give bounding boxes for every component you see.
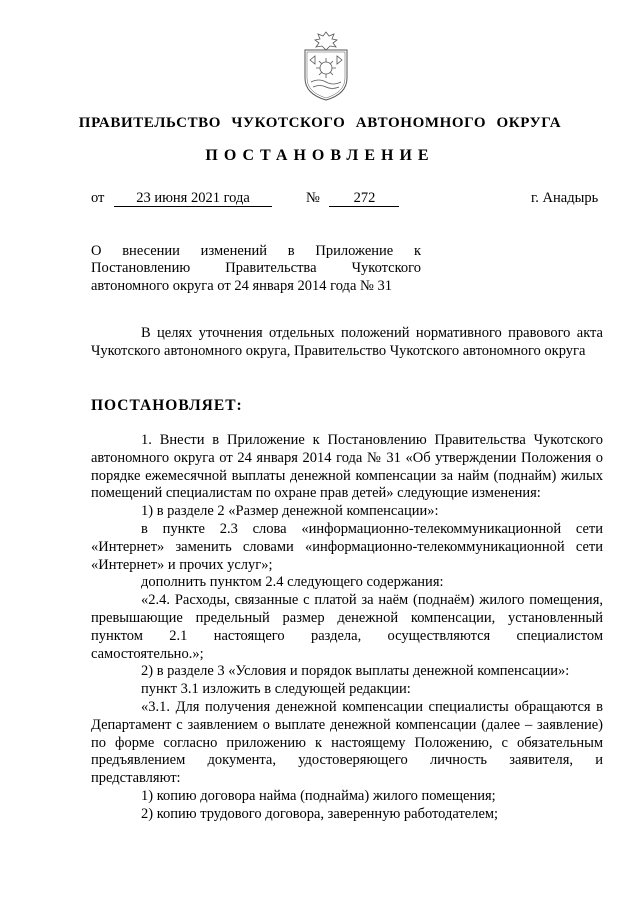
preamble-block [91,325,603,361]
paragraph: 1) в разделе 2 «Размер денежной компенсации»: [141,503,439,520]
number-label: № [306,190,320,206]
paragraph: «2.4. Расходы, связанные с платой за наём (поднаём) жилого помещения, превышающие предельный размер денежной компенсации, установленный пунктом 2.1 настоящего раздела, осуществляются специалистом самостоятельно.»; [91,592,603,662]
date-label: от [91,190,105,206]
coat-of-arms-emblem [301,30,351,102]
paragraph: дополнить пунктом 2.4 следующего содержания: [141,574,444,591]
document-number: 272 [329,191,399,207]
paragraph: пункт 3.1 изложить в следующей редакции: [141,681,411,698]
document-body [91,432,603,824]
document-date: 23 июня 2021 года [114,191,272,207]
paragraph: в пункте 2.3 слова «информационно-телекоммуникационной сети «Интернет» заменить словами «информационно-телекоммуникационной сети «Интернет» и прочих услуг»; [91,520,603,573]
paragraph: 2) в разделе 3 «Условия и порядок выплаты денежной компенсации»: [141,663,570,680]
paragraph: 2) копию трудового договора, заверенную работодателем; [141,805,499,822]
paragraph: 1. Внести в Приложение к Постановлению Правительства Чукотского автономного округа от 24 января 2014 года № 31 «Об утверждении Положения о порядке ежемесячной выплаты денежной компенсации за найм (поднайм) жилых помещений специалистам по охране прав детей» следующие изменения: [91,432,603,502]
document-city: г. Анадырь [531,190,599,206]
number-block [306,189,399,207]
paragraph: «3.1. Для получения денежной компенсации специалисты обращаются в Департамент с заявлением о выплате денежной компенсации (далее – заявление) по форме согласно приложению к настоящему Положению, с обязательным предъявлением документа, удостоверяющего личность заявителя, и представляют: [91,698,603,787]
date-block [91,189,272,207]
decree-heading: ПОСТАНОВЛЯЕТ: [91,397,243,414]
document-type-title: ПОСТАНОВЛЕНИЕ [205,147,435,164]
preamble-text: В целях уточнения отдельных положений нормативного правового акта Чукотского автономного округа, Правительство Чукотского автономного округа [91,325,603,359]
document-subject: О внесении изменений в Приложение к Постановлению Правительства Чукотского автономного округа от 24 января 2014 года № 31 [91,243,421,294]
organization-title: ПРАВИТЕЛЬСТВО ЧУКОТСКОГО АВТОНОМНОГО ОКРУГА [78,115,562,131]
paragraph: 1) копию договора найма (поднайма) жилого помещения; [141,787,496,804]
